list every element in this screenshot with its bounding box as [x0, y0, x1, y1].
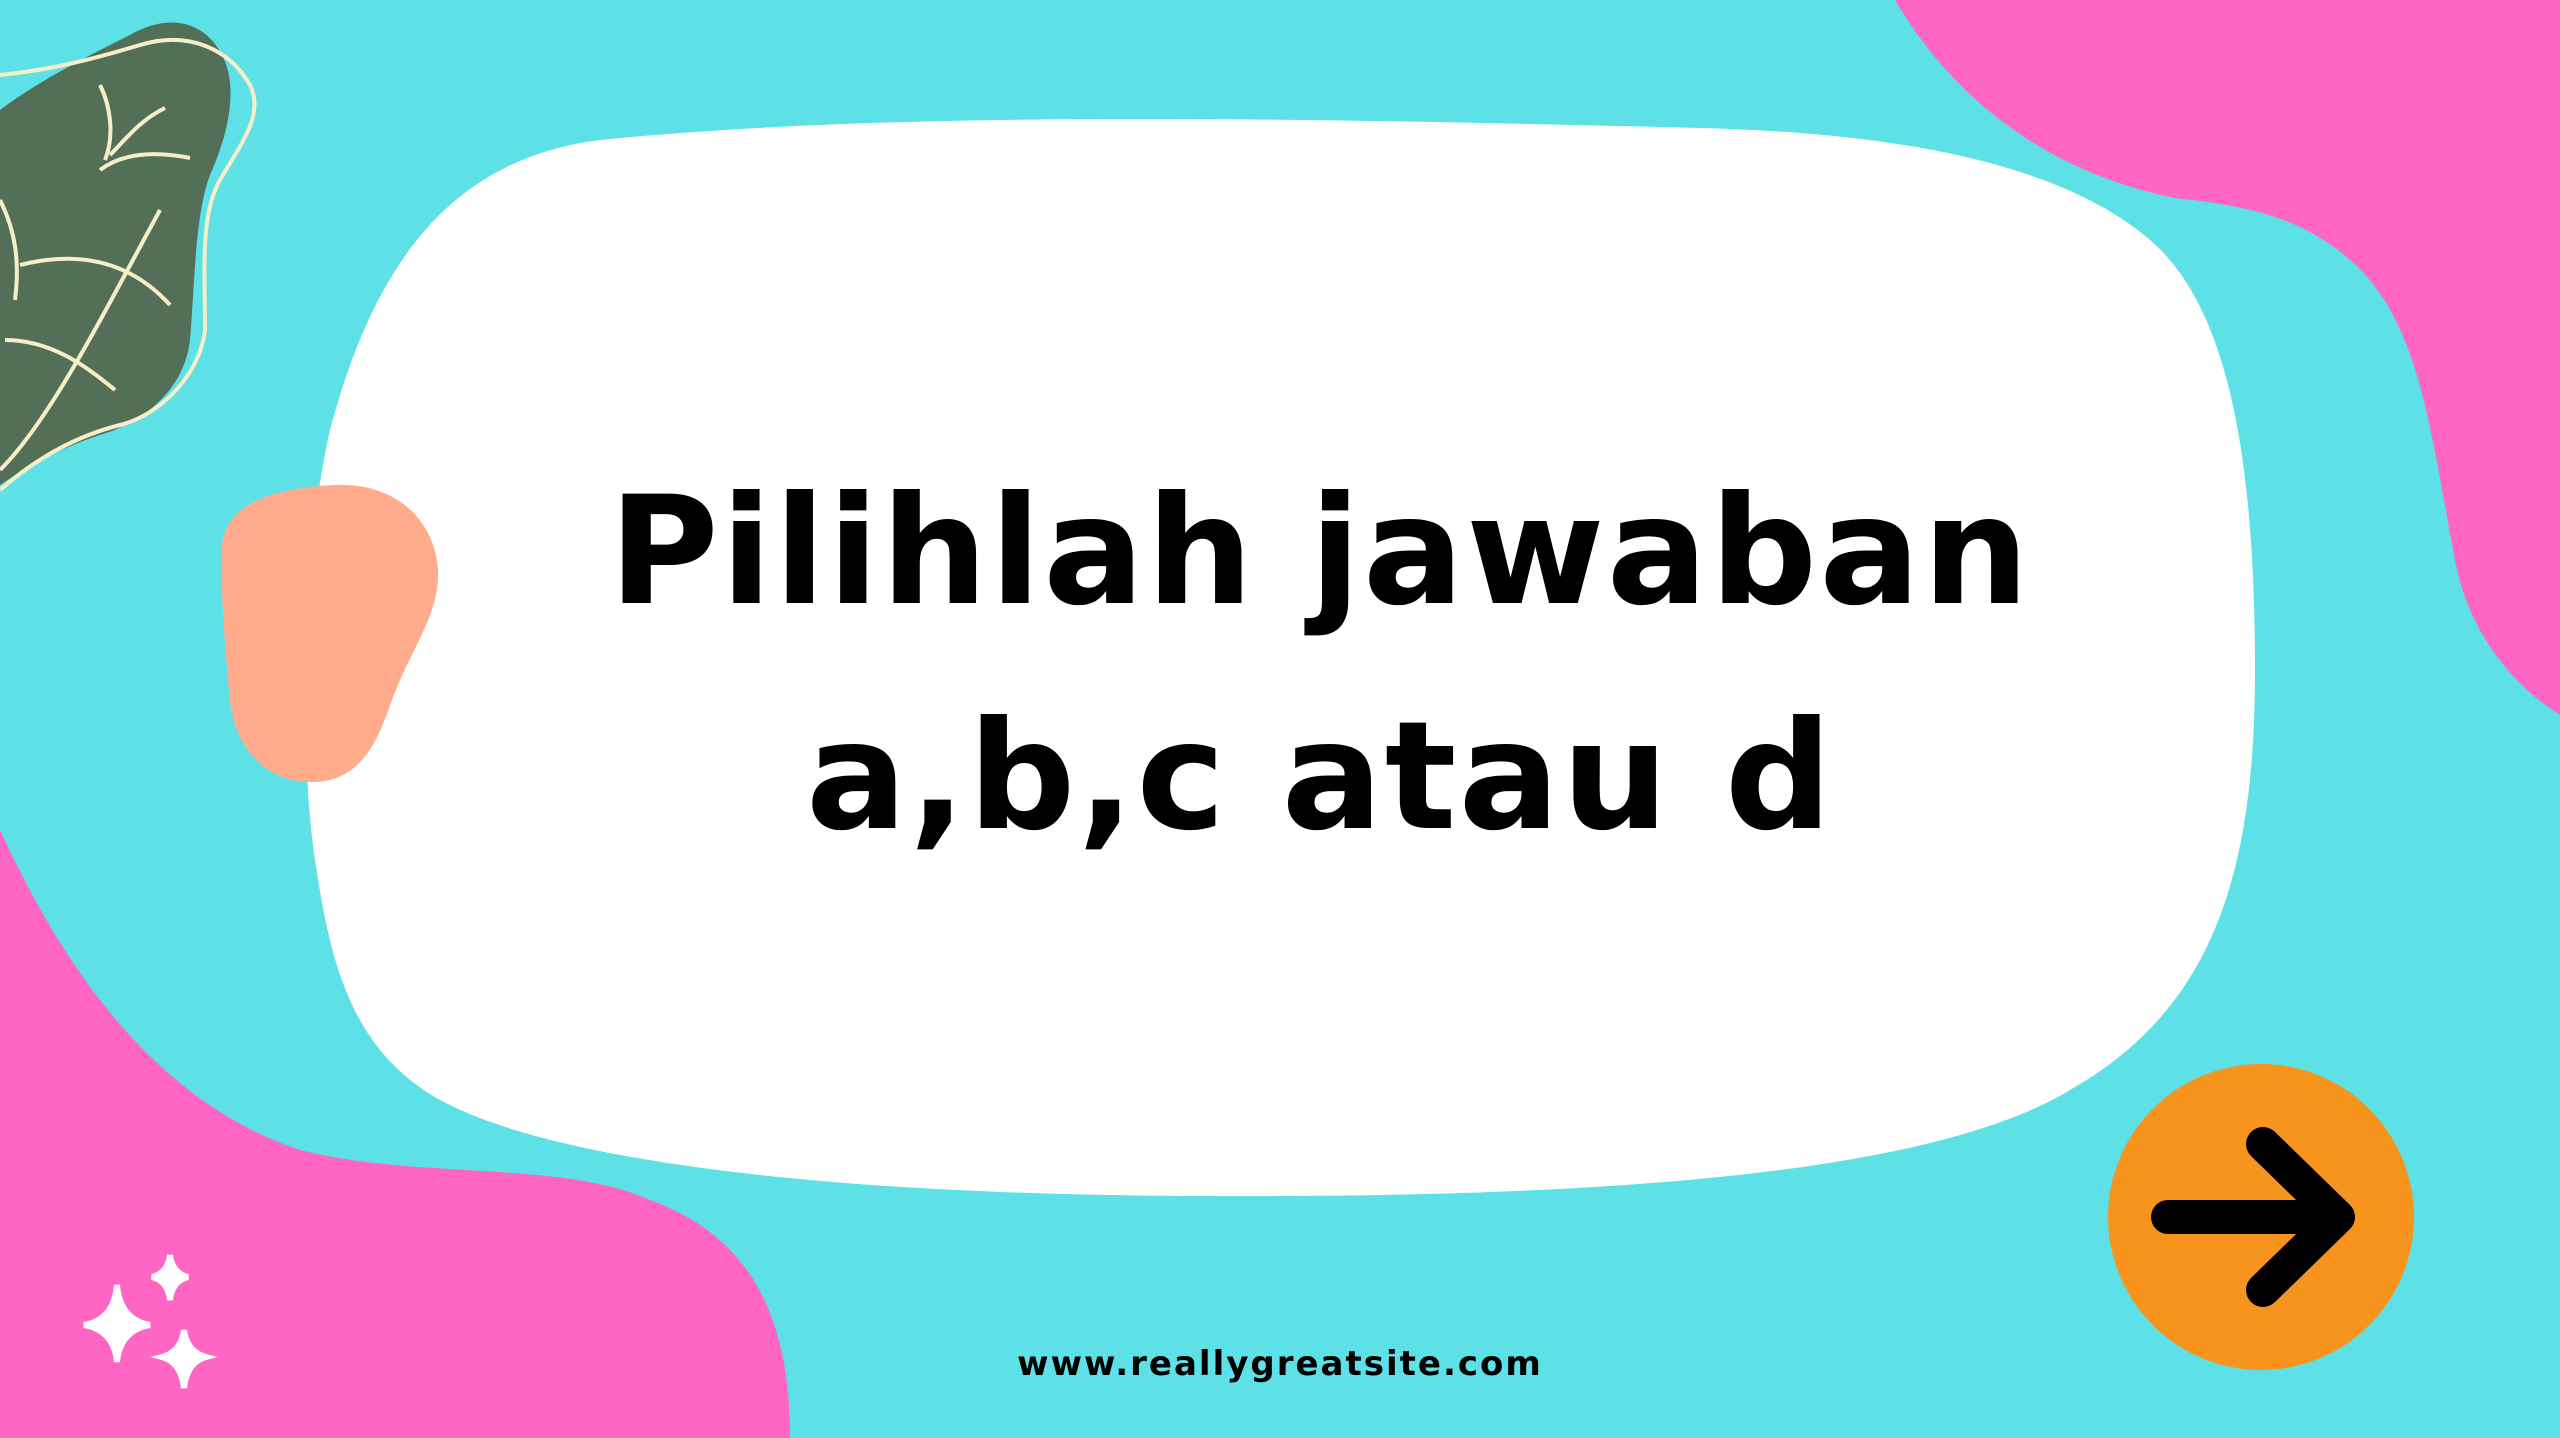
- next-button[interactable]: [2108, 1064, 2414, 1370]
- title-line-1: Pilihlah jawaban: [608, 465, 2032, 639]
- slide-title: [560, 440, 2080, 890]
- website-url: www.reallygreatsite.com: [1017, 1344, 1543, 1384]
- title-line-2: a,b,c atau d: [805, 690, 1835, 864]
- leaf-icon: [0, 23, 255, 490]
- arrow-right-icon: [2108, 1064, 2414, 1370]
